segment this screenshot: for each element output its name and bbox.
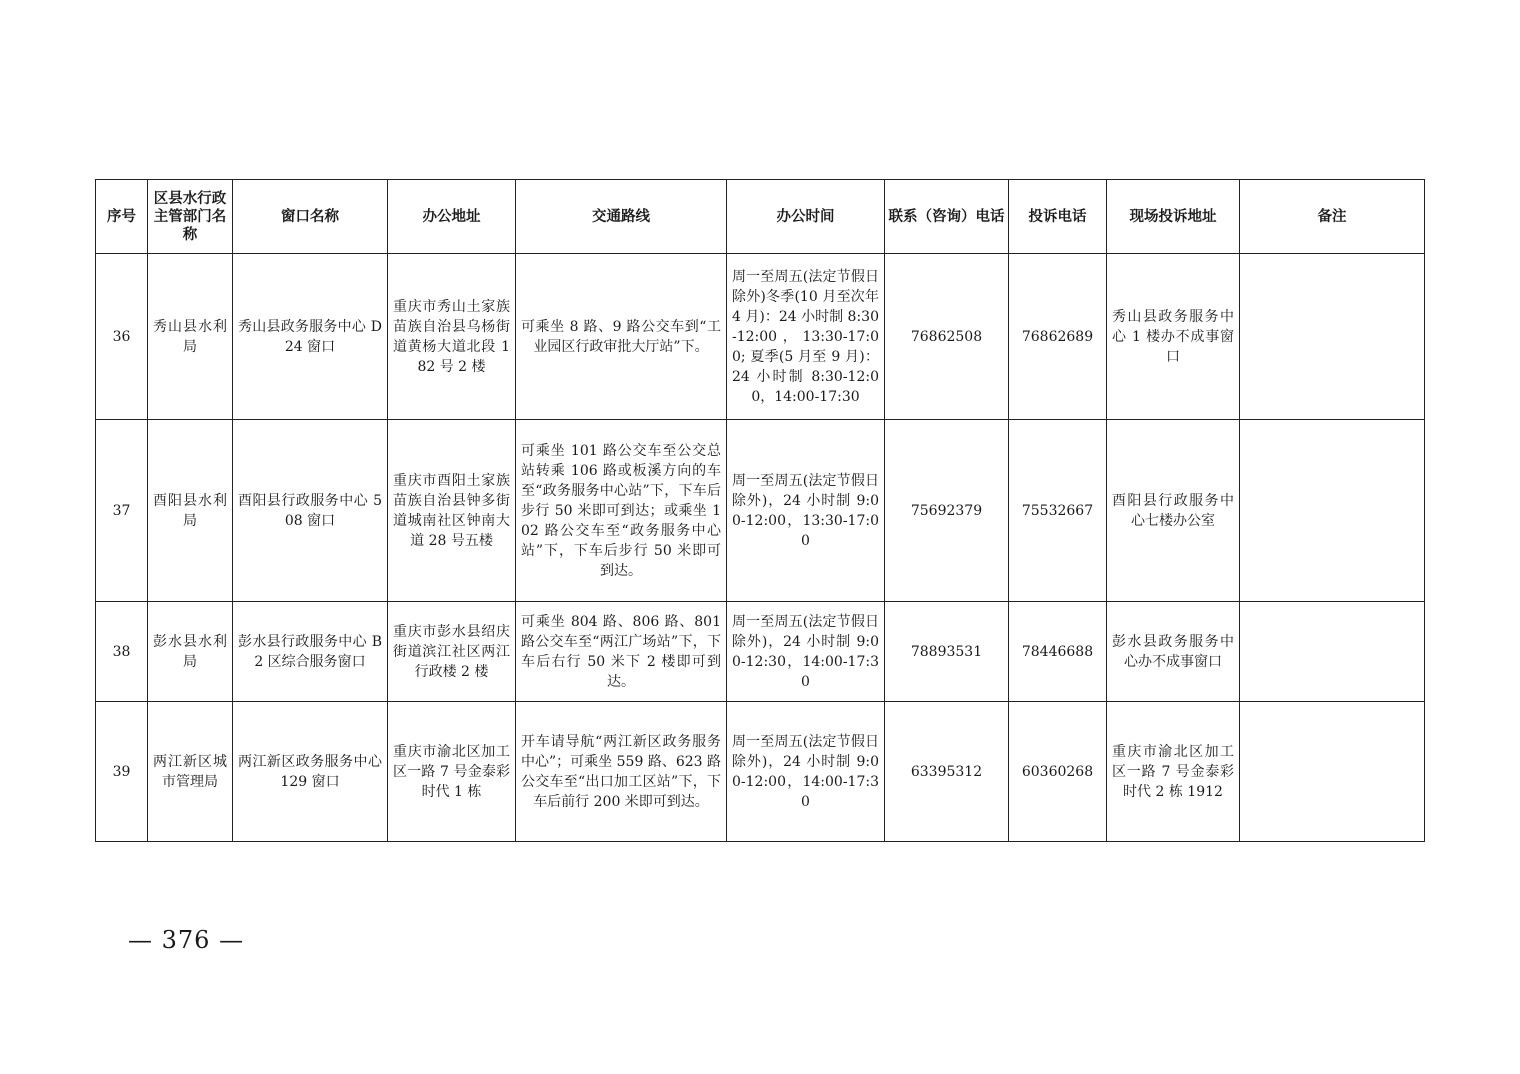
cell-serial-number: 36 — [96, 254, 148, 420]
table-header-row — [96, 180, 1425, 254]
cell-complaint-phone: 76862689 — [1009, 254, 1107, 420]
header-transport-route: 交通路线 — [516, 180, 727, 254]
header-window-name: 窗口名称 — [233, 180, 388, 254]
cell-complaint-address: 酉阳县行政服务中心七楼办公室 — [1107, 420, 1240, 602]
cell-complaint-address: 彭水县政务服务中心办不成事窗口 — [1107, 602, 1240, 702]
cell-window-name: 两江新区政务服务中心 129 窗口 — [233, 702, 388, 842]
cell-contact-phone: 63395312 — [885, 702, 1009, 842]
cell-office-address: 重庆市酉阳土家族苗族自治县钟多街道城南社区钟南大道 28 号五楼 — [388, 420, 516, 602]
header-office-hours: 办公时间 — [727, 180, 885, 254]
cell-contact-phone: 78893531 — [885, 602, 1009, 702]
cell-complaint-phone: 75532667 — [1009, 420, 1107, 602]
header-complaint-phone: 投诉电话 — [1009, 180, 1107, 254]
table-row — [96, 602, 1425, 702]
cell-complaint-phone: 60360268 — [1009, 702, 1107, 842]
cell-office-hours: 周一至周五(法定节假日除外)，24 小时制 9:00-12:00，13:30-17:00 — [727, 420, 885, 602]
cell-office-address: 重庆市秀山土家族苗族自治县乌杨街道黄杨大道北段 182 号 2 楼 — [388, 254, 516, 420]
header-remarks: 备注 — [1240, 180, 1425, 254]
water-admin-window-table — [95, 179, 1425, 842]
cell-department-name: 两江新区城市管理局 — [148, 702, 233, 842]
cell-transport-route: 可乘坐 804 路、806 路、801 路公交车至“两江广场站”下，下车后右行 50 米下 2 楼即可到达。 — [516, 602, 727, 702]
cell-department-name: 秀山县水利局 — [148, 254, 233, 420]
cell-department-name: 彭水县水利局 — [148, 602, 233, 702]
cell-remarks — [1240, 420, 1425, 602]
cell-department-name: 酉阳县水利局 — [148, 420, 233, 602]
cell-complaint-phone: 78446688 — [1009, 602, 1107, 702]
table-row — [96, 254, 1425, 420]
cell-window-name: 酉阳县行政服务中心 508 窗口 — [233, 420, 388, 602]
cell-transport-route: 开车请导航“两江新区政务服务中心”；可乘坐 559 路、623 路公交车至“出口加工区站”下，下车后前行 200 米即可到达。 — [516, 702, 727, 842]
header-contact-phone: 联系（咨询）电话 — [885, 180, 1009, 254]
cell-window-name: 秀山县政务服务中心 D24 窗口 — [233, 254, 388, 420]
cell-remarks — [1240, 254, 1425, 420]
cell-serial-number: 39 — [96, 702, 148, 842]
page-number: — 376 — — [128, 926, 245, 954]
cell-transport-route: 可乘坐 101 路公交车至公交总站转乘 106 路或板溪方向的车至“政务服务中心站”下，下车后步行 50 米即可到达；或乘坐 102 路公交车至“政务服务中心站”下，下车后步行 50 米即可到达。 — [516, 420, 727, 602]
table-row — [96, 420, 1425, 602]
cell-office-hours: 周一至周五(法定节假日除外)，24 小时制 9:00-12:00，14:00-17:30 — [727, 702, 885, 842]
cell-office-address: 重庆市渝北区加工区一路 7 号金泰彩时代 1 栋 — [388, 702, 516, 842]
header-complaint-address: 现场投诉地址 — [1107, 180, 1240, 254]
cell-contact-phone: 76862508 — [885, 254, 1009, 420]
cell-office-address: 重庆市彭水县绍庆街道滨江社区两江行政楼 2 楼 — [388, 602, 516, 702]
table-row — [96, 702, 1425, 842]
header-serial-number: 序号 — [96, 180, 148, 254]
cell-complaint-address: 重庆市渝北区加工区一路 7 号金泰彩时代 2 栋 1912 — [1107, 702, 1240, 842]
header-office-address: 办公地址 — [388, 180, 516, 254]
cell-contact-phone: 75692379 — [885, 420, 1009, 602]
cell-office-hours: 周一至周五(法定节假日除外)冬季(10 月至次年 4 月)：24 小时制 8:30-12:00，13:30-17:00; 夏季(5 月至 9 月)：24 小时制 8:30-12:00，14:00-17:30 — [727, 254, 885, 420]
cell-window-name: 彭水县行政服务中心 B2 区综合服务窗口 — [233, 602, 388, 702]
header-department-name: 区县水行政主管部门名称 — [148, 180, 233, 254]
cell-transport-route: 可乘坐 8 路、9 路公交车到“工业园区行政审批大厅站”下。 — [516, 254, 727, 420]
cell-complaint-address: 秀山县政务服务中心 1 楼办不成事窗口 — [1107, 254, 1240, 420]
cell-remarks — [1240, 602, 1425, 702]
cell-serial-number: 37 — [96, 420, 148, 602]
cell-serial-number: 38 — [96, 602, 148, 702]
cell-remarks — [1240, 702, 1425, 842]
cell-office-hours: 周一至周五(法定节假日除外)，24 小时制 9:00-12:30，14:00-17:30 — [727, 602, 885, 702]
